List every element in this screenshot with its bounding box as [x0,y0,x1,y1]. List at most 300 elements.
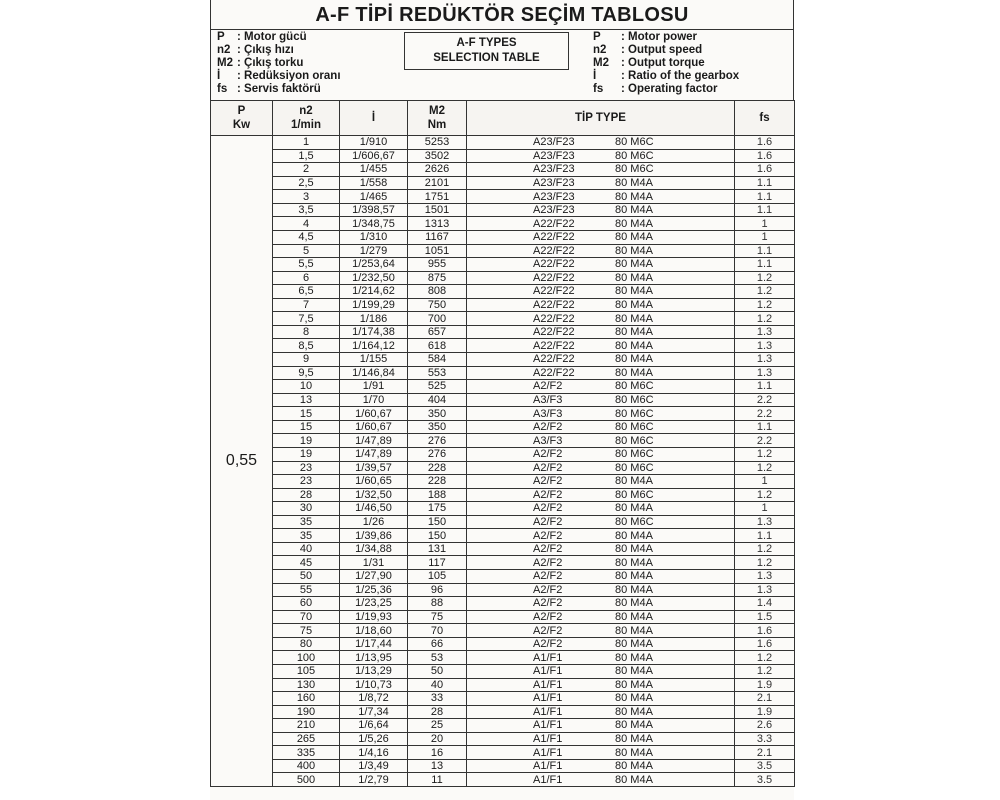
motor-type: 80 M6C [615,163,654,176]
speed-cell: 6,5 [273,285,340,299]
type-cell [467,732,735,746]
service-factor-cell: 1.1 [735,176,795,190]
service-factor-cell: 1.6 [735,149,795,163]
type-cell [467,339,735,353]
type-cell [467,475,735,489]
service-factor-cell: 1.1 [735,420,795,434]
ratio-cell: 1/8,72 [340,692,408,706]
motor-type: 80 M4A [615,502,653,515]
type-cell [467,692,735,706]
torque-cell: 350 [408,420,467,434]
type-cell [467,217,735,231]
speed-cell: 1 [273,136,340,150]
service-factor-cell: 2.2 [735,393,795,407]
torque-cell: 276 [408,447,467,461]
service-factor-cell: 3.3 [735,732,795,746]
gearbox-type: A23/F23 [533,190,575,203]
ratio-cell: 1/4,16 [340,746,408,760]
torque-cell: 88 [408,597,467,611]
torque-cell: 750 [408,298,467,312]
service-factor-cell: 3.5 [735,773,795,787]
service-factor-cell: 1.4 [735,597,795,611]
ratio-cell: 1/60,67 [340,420,408,434]
speed-cell: 10 [273,380,340,394]
service-factor-cell: 1.6 [735,136,795,150]
table-row [211,420,795,434]
speed-cell: 80 [273,637,340,651]
table-row [211,664,795,678]
gearbox-type: A1/F1 [533,705,563,718]
speed-cell: 23 [273,461,340,475]
motor-type: 80 M4A [615,529,653,542]
ratio-cell: 1/910 [340,136,408,150]
speed-cell: 15 [273,407,340,421]
type-cell [467,678,735,692]
speed-cell: 3 [273,190,340,204]
ratio-cell: 1/13,29 [340,664,408,678]
service-factor-cell: 1.9 [735,705,795,719]
type-cell [467,651,735,665]
service-factor-cell: 2.2 [735,407,795,421]
types-box-line2: SELECTION TABLE [433,52,540,64]
table-row [211,434,795,448]
ratio-cell: 1/174,38 [340,325,408,339]
table-row [211,271,795,285]
gearbox-type: A3/F3 [533,434,563,447]
type-cell [467,597,735,611]
motor-type: 80 M4A [615,760,653,773]
gearbox-type: A22/F22 [533,217,575,230]
gearbox-type: A22/F22 [533,299,575,312]
torque-cell: 350 [408,407,467,421]
speed-cell: 2 [273,163,340,177]
motor-type: 80 M4A [615,353,653,366]
gearbox-type: A2/F2 [533,502,563,515]
ratio-cell: 1/13,95 [340,651,408,665]
motor-type: 80 M4A [615,638,653,651]
motor-type: 80 M6C [615,380,654,393]
page-title: A-F TİPİ REDÜKTÖR SEÇİM TABLOSU [210,0,794,30]
motor-type: 80 M4A [615,746,653,759]
torque-cell: 11 [408,773,467,787]
service-factor-cell: 1.3 [735,339,795,353]
type-cell [467,203,735,217]
legend-tr-item [217,83,321,96]
type-cell [467,664,735,678]
speed-cell: 105 [273,664,340,678]
table-row [211,759,795,773]
motor-type: 80 M4A [615,244,653,257]
ratio-cell: 1/91 [340,380,408,394]
type-cell [467,502,735,516]
type-cell [467,637,735,651]
type-cell [467,149,735,163]
service-factor-cell: 1.3 [735,366,795,380]
legend-symbol: fs [593,83,604,95]
service-factor-cell: 1.3 [735,515,795,529]
speed-cell: 13 [273,393,340,407]
gearbox-type: A22/F22 [533,244,575,257]
gearbox-type: A22/F22 [533,366,575,379]
table-row [211,190,795,204]
motor-type: 80 M4A [615,773,653,786]
header-power-unit: Kw [232,119,251,131]
motor-type: 80 M4A [615,475,653,488]
legend-symbol: M2 [217,57,233,69]
gearbox-type: A2/F2 [533,543,563,556]
service-factor-cell: 1.2 [735,271,795,285]
service-factor-cell: 1.1 [735,190,795,204]
types-box-line1: A-F TYPES [456,37,517,49]
ratio-cell: 1/34,88 [340,542,408,556]
service-factor-cell: 1.6 [735,163,795,177]
ratio-cell: 1/60,67 [340,407,408,421]
ratio-cell: 1/606,67 [340,149,408,163]
service-factor-cell: 2.6 [735,719,795,733]
service-factor-cell: 1 [735,230,795,244]
speed-cell: 130 [273,678,340,692]
service-factor-cell: 1.2 [735,298,795,312]
torque-cell: 66 [408,637,467,651]
table-row [211,298,795,312]
service-factor-cell: 1 [735,502,795,516]
type-cell [467,298,735,312]
legend-en-item [593,83,717,96]
legend-tr-item [217,44,294,57]
service-factor-cell: 1.1 [735,529,795,543]
ratio-cell: 1/47,89 [340,447,408,461]
motor-type: 80 M4A [615,312,653,325]
service-factor-cell: 1.3 [735,353,795,367]
header-torque [408,101,467,136]
table-row [211,488,795,502]
motor-type: 80 M6C [615,393,654,406]
service-factor-cell: 1.2 [735,542,795,556]
legend-text: : Output torque [621,57,705,69]
torque-cell: 105 [408,570,467,584]
gearbox-type: A22/F22 [533,326,575,339]
type-cell [467,136,735,150]
ratio-cell: 1/32,50 [340,488,408,502]
table-row [211,583,795,597]
service-factor-cell: 1.3 [735,325,795,339]
ratio-cell: 1/26 [340,515,408,529]
legend-text: : Servis faktörü [237,83,321,95]
torque-cell: 2101 [408,176,467,190]
speed-cell: 160 [273,692,340,706]
gearbox-type: A2/F2 [533,488,563,501]
gearbox-type: A22/F22 [533,231,575,244]
motor-type: 80 M4A [615,705,653,718]
ratio-cell: 1/39,57 [340,461,408,475]
legend-tr-item [217,70,341,83]
type-cell [467,353,735,367]
torque-cell: 96 [408,583,467,597]
gearbox-type: A1/F1 [533,678,563,691]
motor-type: 80 M4A [615,597,653,610]
torque-cell: 28 [408,705,467,719]
type-cell [467,542,735,556]
speed-cell: 190 [273,705,340,719]
types-box [404,32,569,70]
type-cell [467,461,735,475]
motor-type: 80 M4A [615,271,653,284]
motor-type: 80 M6C [615,136,654,149]
service-factor-cell: 1.1 [735,244,795,258]
motor-type: 80 M6C [615,448,654,461]
service-factor-cell: 1.3 [735,570,795,584]
service-factor-cell: 1.5 [735,610,795,624]
gearbox-type: A1/F1 [533,651,563,664]
service-factor-cell: 1 [735,217,795,231]
service-factor-cell: 2.1 [735,746,795,760]
table-row [211,217,795,231]
type-cell [467,529,735,543]
header-type: TİP TYPE [467,101,735,136]
ratio-cell: 1/19,93 [340,610,408,624]
gearbox-type: A2/F2 [533,570,563,583]
service-factor-cell: 1.9 [735,678,795,692]
legend-en-item [593,57,705,70]
speed-cell: 100 [273,651,340,665]
table-row [211,149,795,163]
table-row [211,678,795,692]
motor-type: 80 M4A [615,217,653,230]
motor-type: 80 M4A [615,176,653,189]
type-cell [467,570,735,584]
motor-type: 80 M6C [615,516,654,529]
service-factor-cell: 1.3 [735,583,795,597]
torque-cell: 70 [408,624,467,638]
torque-cell: 584 [408,353,467,367]
motor-type: 80 M6C [615,488,654,501]
speed-cell: 8 [273,325,340,339]
table-row [211,529,795,543]
type-cell [467,285,735,299]
table-row [211,515,795,529]
gearbox-type: A22/F22 [533,339,575,352]
gearbox-type: A2/F2 [533,610,563,623]
motor-type: 80 M6C [615,434,654,447]
speed-cell: 5 [273,244,340,258]
torque-cell: 150 [408,529,467,543]
legend-symbol: fs [217,83,228,95]
motor-type: 80 M6C [615,407,654,420]
service-factor-cell: 1.2 [735,447,795,461]
speed-cell: 55 [273,583,340,597]
table-row [211,285,795,299]
table-row [211,136,795,150]
speed-cell: 5,5 [273,258,340,272]
torque-cell: 1167 [408,230,467,244]
motor-type: 80 M4A [615,583,653,596]
service-factor-cell: 1.2 [735,461,795,475]
speed-cell: 500 [273,773,340,787]
ratio-cell: 1/3,49 [340,759,408,773]
gearbox-type: A1/F1 [533,665,563,678]
gearbox-type: A2/F2 [533,529,563,542]
legend-text: : Motor power [621,31,698,43]
legend-en-item [593,44,702,57]
torque-cell: 16 [408,746,467,760]
service-factor-cell: 3.5 [735,759,795,773]
table-row [211,163,795,177]
motor-type: 80 M4A [615,610,653,623]
ratio-cell: 1/7,34 [340,705,408,719]
torque-cell: 276 [408,434,467,448]
table-row [211,773,795,787]
gearbox-type: A23/F23 [533,136,575,149]
speed-cell: 28 [273,488,340,502]
torque-cell: 525 [408,380,467,394]
speed-cell: 3,5 [273,203,340,217]
ratio-cell: 1/10,73 [340,678,408,692]
ratio-cell: 1/232,50 [340,271,408,285]
speed-cell: 6 [273,271,340,285]
legend-symbol: P [593,31,601,43]
speed-cell: 4 [273,217,340,231]
speed-cell: 19 [273,447,340,461]
speed-cell: 210 [273,719,340,733]
gearbox-type: A22/F22 [533,285,575,298]
ratio-cell: 1/2,79 [340,773,408,787]
torque-cell: 25 [408,719,467,733]
gearbox-type: A22/F22 [533,353,575,366]
torque-cell: 2626 [408,163,467,177]
gearbox-type: A22/F22 [533,271,575,284]
gearbox-type: A2/F2 [533,597,563,610]
service-factor-cell: 1.2 [735,488,795,502]
torque-cell: 875 [408,271,467,285]
legend-text: : Redüksiyon oranı [237,70,341,82]
ratio-cell: 1/47,89 [340,434,408,448]
ratio-cell: 1/398,57 [340,203,408,217]
legend-text: : Output speed [621,44,703,56]
motor-type: 80 M4A [615,570,653,583]
torque-cell: 5253 [408,136,467,150]
ratio-cell: 1/39,86 [340,529,408,543]
table-row [211,353,795,367]
type-cell [467,610,735,624]
type-cell [467,556,735,570]
ratio-cell: 1/146,84 [340,366,408,380]
ratio-cell: 1/25,36 [340,583,408,597]
ratio-cell: 1/465 [340,190,408,204]
type-cell [467,719,735,733]
motor-type: 80 M4A [615,543,653,556]
torque-cell: 808 [408,285,467,299]
speed-cell: 30 [273,502,340,516]
service-factor-cell: 1.1 [735,258,795,272]
power-cell: 0,55 [211,136,273,787]
motor-type: 80 M6C [615,421,654,434]
service-factor-cell: 1.1 [735,203,795,217]
ratio-cell: 1/186 [340,312,408,326]
gearbox-type: A1/F1 [533,733,563,746]
speed-cell: 40 [273,542,340,556]
service-factor-cell: 1.2 [735,651,795,665]
header-speed-symbol: n2 [299,105,313,117]
torque-cell: 700 [408,312,467,326]
ratio-cell: 1/199,29 [340,298,408,312]
table-row [211,637,795,651]
torque-cell: 175 [408,502,467,516]
gearbox-type: A23/F23 [533,204,575,217]
ratio-cell: 1/18,60 [340,624,408,638]
gearbox-type: A1/F1 [533,773,563,786]
type-cell [467,325,735,339]
torque-cell: 1051 [408,244,467,258]
speed-cell: 400 [273,759,340,773]
motor-type: 80 M4A [615,326,653,339]
speed-cell: 23 [273,475,340,489]
legend-text: : Ratio of the gearbox [621,70,740,82]
gearbox-type: A2/F2 [533,624,563,637]
motor-type: 80 M4A [615,556,653,569]
table-row [211,244,795,258]
speed-cell: 335 [273,746,340,760]
table-row [211,230,795,244]
legend-symbol: n2 [593,44,607,56]
gearbox-type: A22/F22 [533,258,575,271]
header-power [211,101,273,136]
speed-cell: 1,5 [273,149,340,163]
torque-cell: 553 [408,366,467,380]
legend-symbol: İ [593,70,597,82]
service-factor-cell: 1.6 [735,624,795,638]
torque-cell: 13 [408,759,467,773]
type-cell [467,258,735,272]
motor-type: 80 M4A [615,719,653,732]
legend-tr-item [217,57,303,70]
legend-text: : Çıkış torku [237,57,304,69]
type-cell [467,366,735,380]
gearbox-type: A2/F2 [533,461,563,474]
motor-type: 80 M4A [615,204,653,217]
table-row [211,556,795,570]
type-cell [467,705,735,719]
gearbox-type: A22/F22 [533,312,575,325]
gearbox-type: A1/F1 [533,760,563,773]
legend [210,30,794,100]
legend-symbol: n2 [217,44,231,56]
legend-symbol: M2 [593,57,609,69]
gearbox-type: A23/F23 [533,176,575,189]
gearbox-type: A23/F23 [533,163,575,176]
speed-cell: 35 [273,529,340,543]
ratio-cell: 1/214,62 [340,285,408,299]
service-factor-cell: 1 [735,475,795,489]
speed-cell: 45 [273,556,340,570]
speed-cell: 7,5 [273,312,340,326]
table-body [211,136,795,787]
speed-cell: 4,5 [273,230,340,244]
torque-cell: 20 [408,732,467,746]
type-cell [467,230,735,244]
table-row [211,461,795,475]
table-row [211,570,795,584]
header-torque-unit: Nm [427,119,447,131]
torque-cell: 618 [408,339,467,353]
speed-cell: 35 [273,515,340,529]
speed-cell: 2,5 [273,176,340,190]
legend-tr-item [217,31,307,44]
table-row [211,393,795,407]
torque-cell: 40 [408,678,467,692]
torque-cell: 657 [408,325,467,339]
gearbox-type: A3/F3 [533,393,563,406]
motor-type: 80 M4A [615,624,653,637]
